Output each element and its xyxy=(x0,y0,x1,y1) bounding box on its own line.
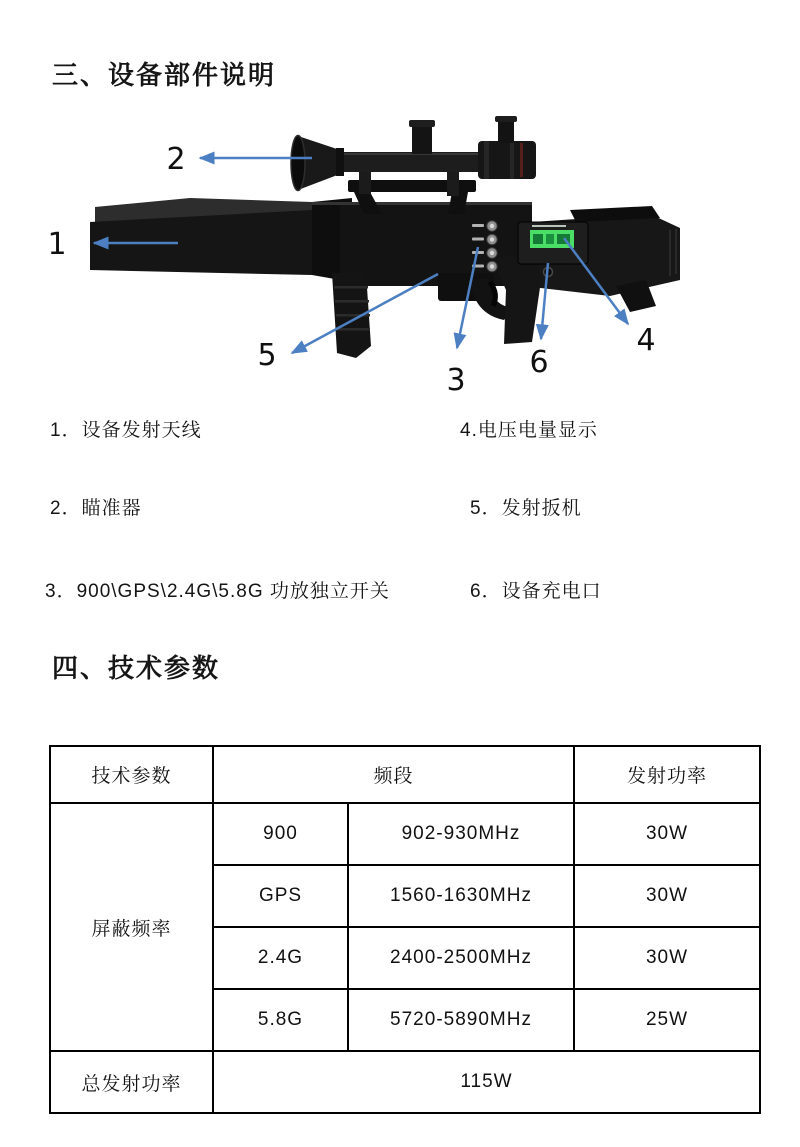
part-label-3: 3．900\GPS\2.4G\5.8G 功放独立开关 xyxy=(45,581,390,602)
spec-range-2: 2400-2500MHz xyxy=(348,927,574,989)
callout-label-5: 5 xyxy=(257,338,277,373)
part-label-2: 2．瞄准器 xyxy=(50,498,142,519)
spec-range-0: 902-930MHz xyxy=(348,803,574,865)
spec-band-3: 5.8G xyxy=(213,989,348,1051)
part-label-6: 6．设备充电口 xyxy=(470,581,602,602)
device-figure xyxy=(40,110,770,400)
front-grip xyxy=(332,273,371,358)
callout-label-4: 4 xyxy=(636,323,656,358)
spec-range-1: 1560-1630MHz xyxy=(348,865,574,927)
body-top-edge xyxy=(312,202,532,205)
spec-col-header-band: 频段 xyxy=(213,746,574,803)
spec-col-header-power: 发射功率 xyxy=(574,746,760,803)
spec-header-row xyxy=(50,746,760,803)
section-parts-title: 三、设备部件说明 xyxy=(52,60,277,90)
spec-col-header-param: 技术参数 xyxy=(50,746,213,803)
spec-power-2: 30W xyxy=(574,927,760,989)
spec-table xyxy=(49,745,761,1114)
pistol-grip xyxy=(492,252,542,344)
section-specs-title: 四、技术参数 xyxy=(52,653,221,683)
part-label-1: 1．设备发射天线 xyxy=(50,420,202,441)
part-label-4: 4.电压电量显示 xyxy=(460,420,598,441)
spec-power-3: 25W xyxy=(574,989,760,1051)
spec-power-1: 30W xyxy=(574,865,760,927)
callout-label-6: 6 xyxy=(529,345,549,380)
spec-total-row xyxy=(50,1051,760,1113)
spec-row-group-label: 屏蔽频率 xyxy=(50,803,213,1051)
callout-label-2: 2 xyxy=(166,142,186,177)
callout-label-1: 1 xyxy=(47,227,67,262)
spec-band-1: GPS xyxy=(213,865,348,927)
table-row xyxy=(50,803,760,865)
spec-band-2: 2.4G xyxy=(213,927,348,989)
part-label-5: 5．发射扳机 xyxy=(470,498,582,519)
spec-band-0: 900 xyxy=(213,803,348,865)
scope-turret xyxy=(412,124,432,154)
spec-total-value: 115W xyxy=(213,1051,760,1113)
antenna-barrel xyxy=(90,198,352,282)
spec-power-0: 30W xyxy=(574,803,760,865)
spec-range-3: 5720-5890MHz xyxy=(348,989,574,1051)
scope-top-knob xyxy=(498,119,514,143)
spec-total-label: 总发射功率 xyxy=(50,1051,213,1113)
callout-label-3: 3 xyxy=(446,363,466,398)
scope-lens xyxy=(291,136,305,191)
device-photo xyxy=(40,110,770,400)
